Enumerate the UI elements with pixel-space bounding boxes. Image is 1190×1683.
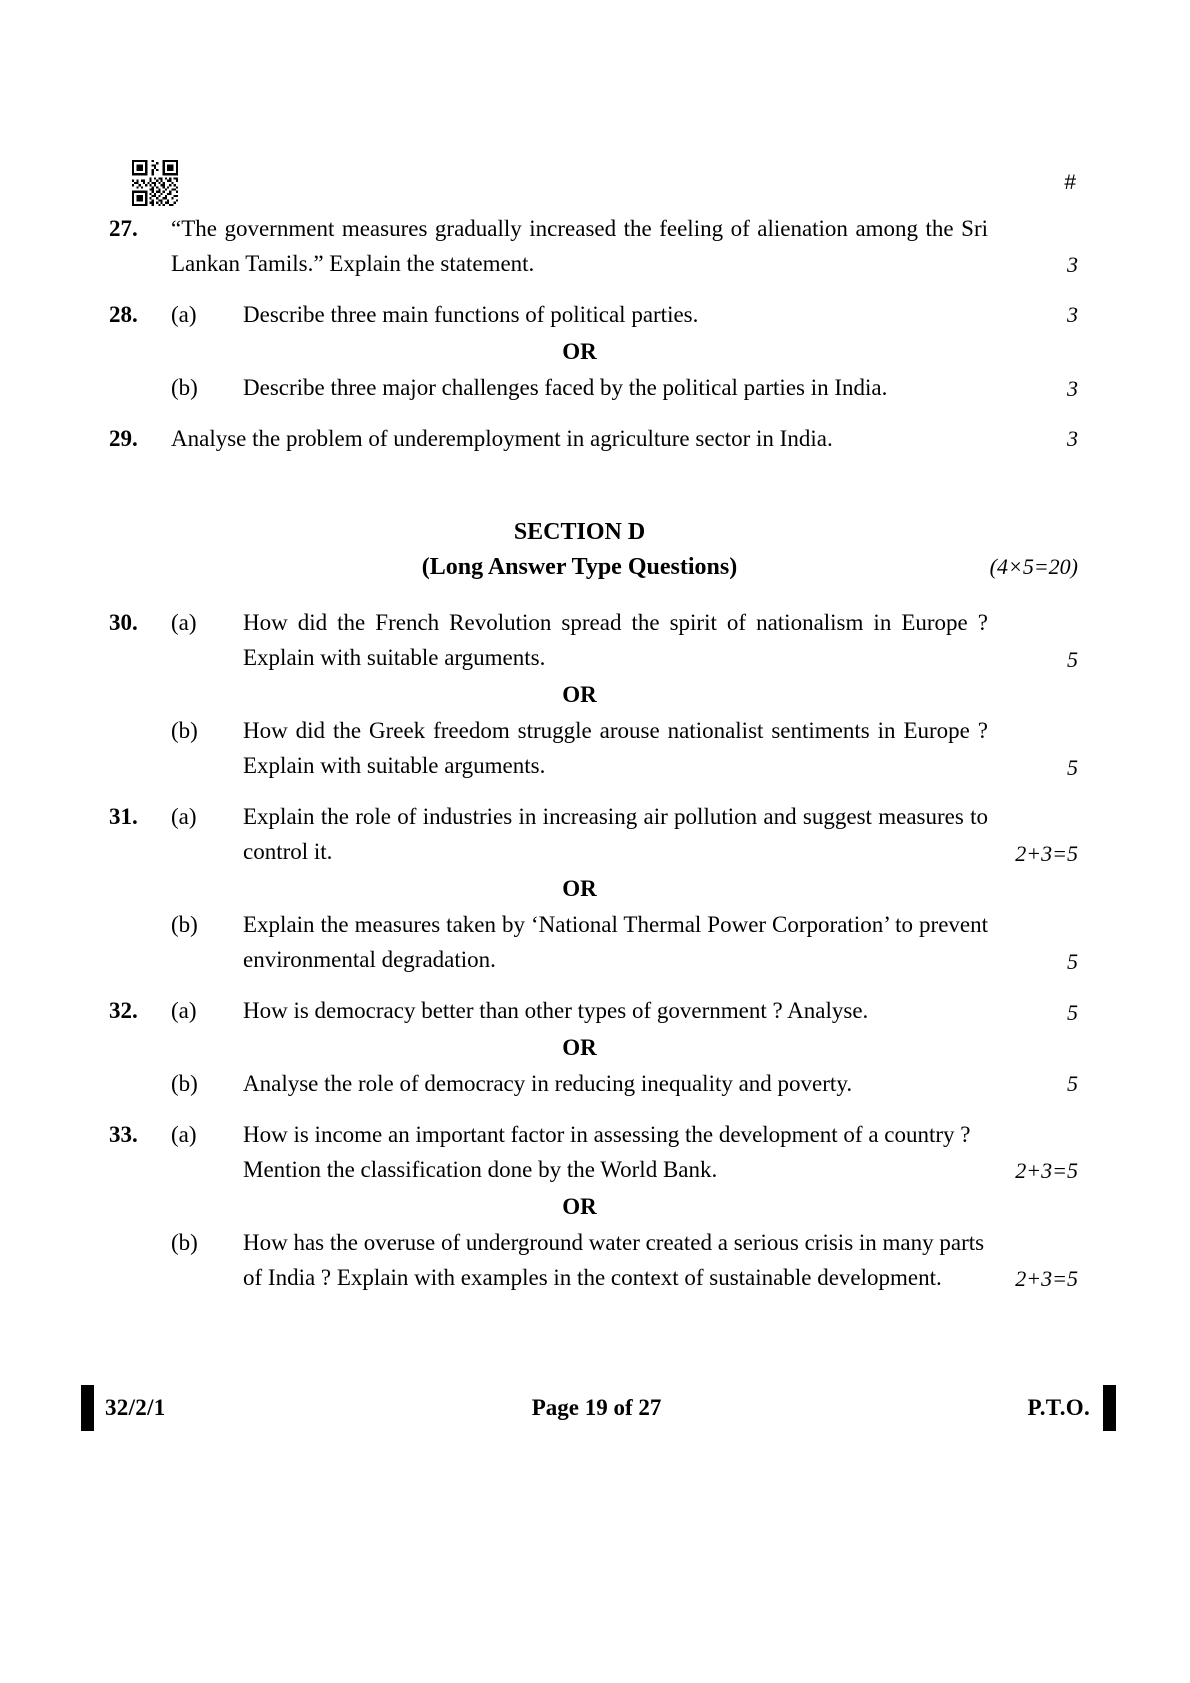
question-marks: 5 bbox=[1067, 948, 1078, 974]
question-text-body: How did the French Revolution spread the spirit of nationalism in Europe ? Explain with suitable arguments. bbox=[243, 610, 988, 671]
page-footer bbox=[105, 1395, 1090, 1421]
question-number: 31. bbox=[109, 804, 138, 830]
footer-right-bar bbox=[1103, 1385, 1116, 1431]
question-33a bbox=[105, 1118, 1080, 1188]
question-text bbox=[243, 606, 988, 676]
question-text bbox=[243, 298, 988, 333]
question-marks: 3 bbox=[1067, 376, 1078, 402]
question-part-label: (b) bbox=[171, 718, 198, 744]
question-number: 28. bbox=[109, 301, 138, 327]
or-separator: OR bbox=[562, 1034, 597, 1060]
question-30b bbox=[105, 714, 1080, 784]
or-separator: OR bbox=[562, 338, 597, 364]
page-header bbox=[105, 150, 1080, 212]
page-hash-marker: # bbox=[1064, 171, 1076, 194]
question-text bbox=[171, 422, 988, 457]
or-separator: OR bbox=[562, 682, 597, 708]
question-marks: 5 bbox=[1067, 1070, 1078, 1096]
question-number: 29. bbox=[109, 425, 138, 451]
question-part-label: (a) bbox=[171, 301, 197, 327]
question-31a bbox=[105, 800, 1080, 870]
question-marks: 5 bbox=[1067, 999, 1078, 1025]
section-subtitle: (Long Answer Type Questions) bbox=[421, 553, 738, 580]
question-29 bbox=[105, 422, 1080, 457]
question-text-body: Describe three main functions of political parties. bbox=[243, 301, 699, 327]
question-part-label: (a) bbox=[171, 804, 197, 830]
question-text bbox=[171, 212, 988, 282]
question-marks: 2+3=5 bbox=[1015, 840, 1078, 866]
question-text bbox=[243, 1118, 988, 1188]
question-part-label: (a) bbox=[171, 997, 197, 1023]
question-text-body: How has the overuse of underground water created a serious crisis in many parts of India ? Explain with examples in the context of sustainable development. bbox=[243, 1229, 985, 1290]
question-marks: 5 bbox=[1067, 646, 1078, 672]
question-part-label: (a) bbox=[171, 1121, 197, 1147]
question-text bbox=[243, 908, 988, 978]
or-separator: OR bbox=[562, 1193, 597, 1219]
question-28a bbox=[105, 298, 1080, 333]
question-marks: 3 bbox=[1067, 252, 1078, 278]
question-text-body: How is democracy better than other types of government ? Analyse. bbox=[243, 997, 869, 1023]
section-marks: (4×5=20) bbox=[989, 553, 1078, 579]
question-part-label: (b) bbox=[171, 374, 198, 400]
paper-code: 32/2/1 bbox=[105, 1395, 166, 1420]
or-separator: OR bbox=[562, 876, 597, 902]
question-text bbox=[243, 994, 988, 1029]
question-part-label: (b) bbox=[171, 912, 198, 938]
question-text-body: Analyse the role of democracy in reducing inequality and poverty. bbox=[243, 1070, 853, 1096]
question-text-body: Describe three major challenges faced by the political parties in India. bbox=[243, 374, 888, 400]
question-text-body: How is income an important factor in assessing the development of a country ? Mention the classification done by the World Bank. bbox=[243, 1121, 971, 1182]
question-marks: 2+3=5 bbox=[1015, 1158, 1078, 1184]
question-marks: 3 bbox=[1067, 301, 1078, 327]
question-marks: 5 bbox=[1067, 754, 1078, 780]
page-number: Page 19 of 27 bbox=[531, 1395, 662, 1420]
question-number: 30. bbox=[109, 610, 138, 636]
question-text-body: Explain the role of industries in increasing air pollution and suggest measures to control it. bbox=[243, 804, 988, 865]
question-number: 27. bbox=[109, 216, 138, 241]
question-part-label: (a) bbox=[171, 610, 197, 636]
question-32b bbox=[105, 1067, 1080, 1102]
section-title: SECTION D bbox=[513, 518, 646, 545]
question-text-body: “The government measures gradually increased the feeling of alienation among the Sri Lankan Tamils.” Explain the statement. bbox=[171, 216, 988, 276]
question-text bbox=[243, 714, 988, 784]
question-part-label: (b) bbox=[171, 1229, 198, 1255]
question-text bbox=[243, 1226, 988, 1296]
pto-label: P.T.O. bbox=[1027, 1395, 1090, 1420]
question-32a bbox=[105, 994, 1080, 1029]
question-marks: 3 bbox=[1067, 425, 1078, 451]
question-27 bbox=[105, 212, 1080, 282]
question-31b bbox=[105, 908, 1080, 978]
question-marks: 2+3=5 bbox=[1015, 1266, 1078, 1292]
section-d-heading bbox=[105, 515, 1080, 585]
qr-code-icon bbox=[132, 160, 178, 206]
question-33b bbox=[105, 1226, 1080, 1296]
question-part-label: (b) bbox=[171, 1070, 198, 1096]
question-text-body: Analyse the problem of underemployment in agriculture sector in India. bbox=[171, 425, 833, 451]
question-number: 32. bbox=[109, 997, 138, 1023]
question-number: 33. bbox=[109, 1121, 138, 1147]
question-28b bbox=[105, 371, 1080, 406]
question-text bbox=[243, 371, 988, 406]
question-text bbox=[243, 800, 988, 870]
question-text-body: How did the Greek freedom struggle arouse nationalist sentiments in Europe ? Explain with suitable arguments. bbox=[243, 718, 988, 779]
question-text-body: Explain the measures taken by ‘National Thermal Power Corporation’ to prevent environmental degradation. bbox=[243, 912, 988, 973]
question-text bbox=[243, 1067, 988, 1102]
footer-left-bar bbox=[81, 1385, 94, 1431]
question-30a bbox=[105, 606, 1080, 676]
